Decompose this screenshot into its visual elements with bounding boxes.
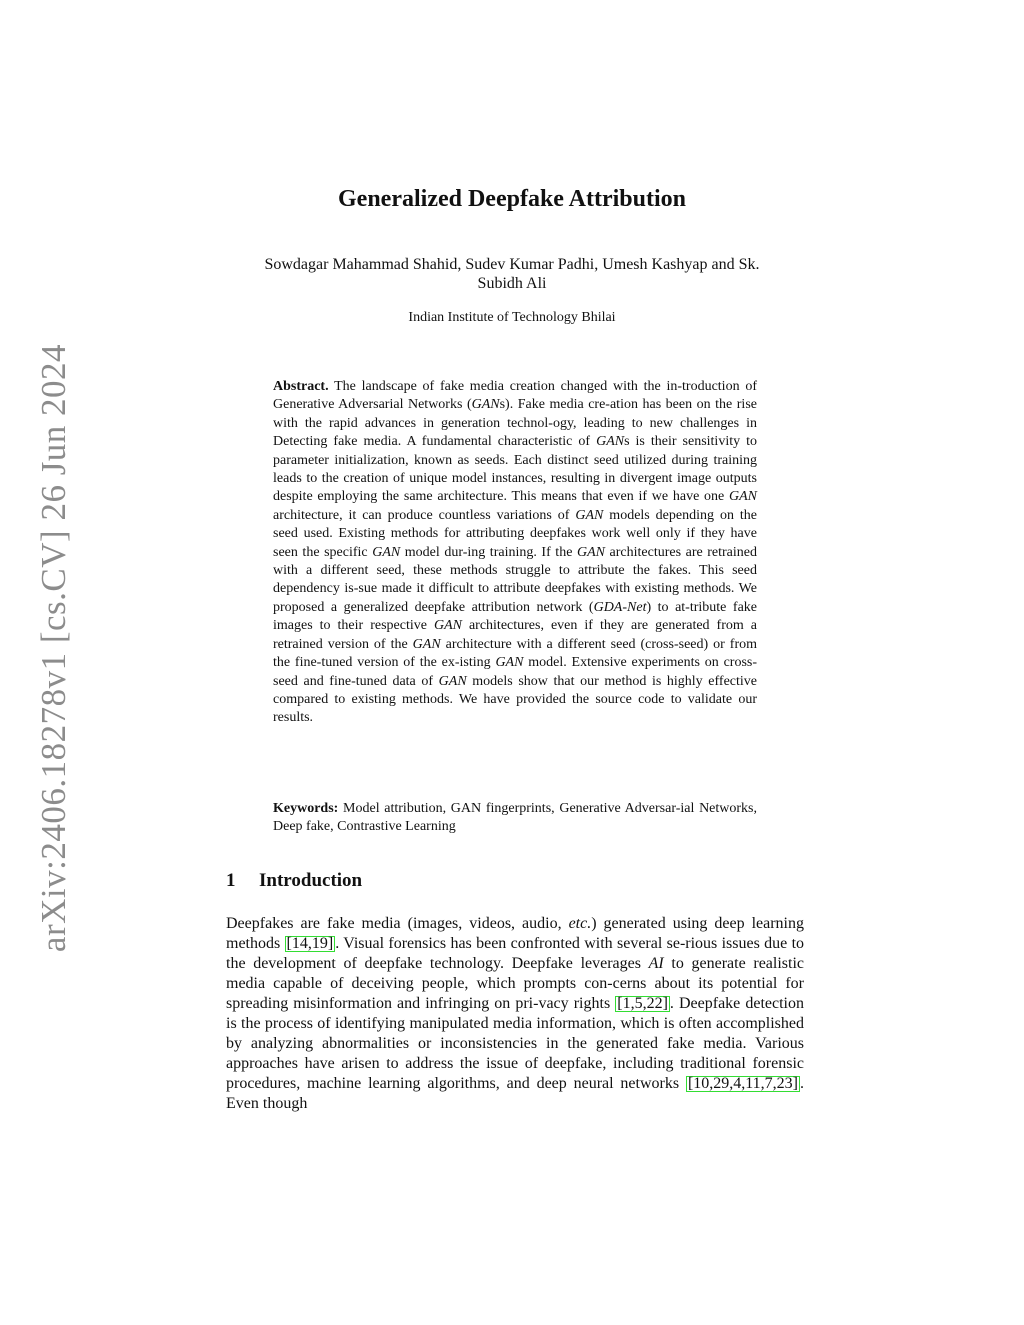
abstract-math: GAN [596, 434, 625, 450]
intro-text: . Deepfake detection is the process of identifying manipulated media information, which is often accomplished by analyzing abnormalities or inconsistencies in the generated fake media. Various approaches have arisen to address the issue of deepfake, including traditional forensic procedures, machine learning algorithms, and deep neural networks [226, 995, 804, 1092]
abstract-paragraph [273, 378, 757, 728]
abstract-text: architectures, even if they are generated from a retrained version of the [273, 618, 757, 652]
abstract-text: ) to at-tribute fake images to their respective [273, 599, 757, 634]
abstract-text: models show that our method is highly effective compared to existing methods. We have provided the source code to validate our results. [273, 673, 757, 726]
abstract-text: The landscape of fake media creation changed with the in-troduction of Generative Adversarial Networks ( [273, 379, 757, 413]
abstract-text: model. Extensive experiments on cross-seed and fine-tuned data of [273, 655, 758, 689]
keywords-text: Model attribution, GAN fingerprints, Generative Adversar-ial Networks, Deep fake, Contrastive Learning [273, 801, 757, 835]
abstract-math: GAN [495, 655, 524, 671]
author-list [212, 255, 812, 293]
keywords-label: Keywords: [273, 801, 339, 816]
authors-line-2: Subidh Ali [477, 275, 547, 292]
abstract-text: s). Fake media cre-ation has been on the rise with the rapid advances in generation technol-ogy, leading to new challenges in Detecting fake media. A fundamental characteristic of [273, 397, 757, 450]
intro-emphasis: etc. [568, 915, 592, 932]
abstract-text: architectures are retrained with a different seed, these methods struggle to attribute the fakes. This seed dependency is-sue made it difficult to attribute deepfakes with existing methods. We proposed a generalized deepfake attribution network ( [273, 544, 757, 615]
abstract-math: GAN [372, 544, 401, 560]
abstract-math: GAN [438, 673, 467, 689]
authors-line-1: Sowdagar Mahammad Shahid, Sudev Kumar Padhi, Umesh Kashyap and Sk. [264, 256, 760, 273]
intro-math: AI [648, 955, 664, 972]
abstract-text: model dur-ing training. If the [400, 544, 577, 560]
arxiv-identifier-stamp: arXiv:2406.18278v1 [cs.CV] 26 Jun 2024 [34, 343, 73, 953]
abstract-math: GAN [575, 507, 604, 523]
section-title: Introduction [259, 870, 363, 891]
intro-text: Deepfakes are fake media (images, videos, audio, [226, 915, 569, 932]
abstract-math: GAN [576, 544, 605, 560]
intro-text: ) generated using deep learning methods [226, 915, 804, 952]
intro-text: to generate realistic media capable of deceiving people, which prompts con-cerns about its potential for spreading misinformation and infringing on pri-vacy rights [226, 955, 805, 1012]
abstract-math: GDA-Net [593, 599, 647, 615]
introduction-paragraph [226, 914, 804, 1114]
abstract-math: GAN [412, 636, 441, 652]
abstract-math: GAN [433, 618, 462, 634]
paper-title: Generalized Deepfake Attribution [338, 186, 686, 212]
abstract-text: models depending on the seed used. Existing methods for attributing deepfakes work well only if they have seen the specific [273, 507, 757, 560]
citation-link[interactable]: [1,5,22] [617, 995, 668, 1012]
section-number: 1 [226, 870, 236, 891]
abstract-math: GAN [729, 489, 757, 505]
section-heading-introduction [226, 870, 362, 892]
abstract-label: Abstract. [273, 379, 329, 394]
abstract-text: architecture, it can produce countless variations of [273, 507, 576, 523]
intro-text: . Visual forensics has been confronted with several se-rious issues due to the development of deepfake technology. Deepfake leverages [226, 935, 805, 972]
citation-link[interactable]: [10,29,4,11,7,23] [687, 1075, 798, 1092]
keywords-paragraph [273, 800, 757, 837]
abstract-math: GAN [471, 397, 500, 413]
affiliation: Indian Institute of Technology Bhilai [408, 310, 616, 325]
citation-link[interactable]: [14,19] [286, 935, 334, 952]
intro-text: . Even though [226, 1075, 804, 1112]
abstract-text: architecture with a different seed (cross-seed) or from the fine-tuned version of the ex-isting [273, 636, 757, 671]
abstract-text: s is their sensitivity to parameter initialization, known as seeds. Each distinct seed utilized during training leads to the creation of unique model instances, resulting in divergent image outputs despite employing the same architecture. This means that even if we have one [273, 434, 757, 505]
